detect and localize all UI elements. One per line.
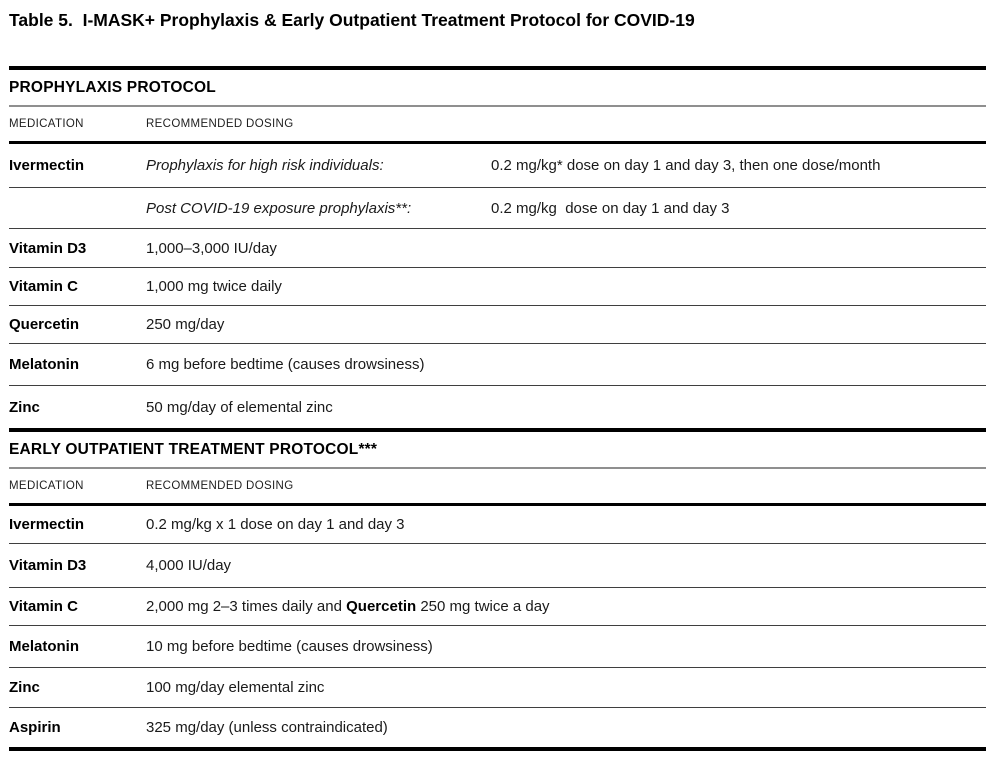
medication-name: Vitamin C	[9, 598, 78, 615]
dosing-value	[146, 598, 550, 615]
column-header-dosing: RECOMMENDED DOSING	[146, 480, 294, 492]
prophylaxis-rows	[9, 141, 986, 428]
table-row-vitamin-c	[9, 267, 986, 305]
column-header-row-prophylaxis	[9, 105, 986, 141]
treatment-rows	[9, 503, 986, 747]
dosing-value: 6 mg before bedtime (causes drowsiness)	[146, 356, 425, 373]
medication-name: Melatonin	[9, 356, 79, 373]
table-row-vitamin-c-treatment	[9, 587, 986, 625]
dosing-value: 1,000 mg twice daily	[146, 278, 282, 295]
medication-name: Vitamin D3	[9, 239, 87, 257]
section-header-prophylaxis-label: PROPHYLAXIS PROTOCOL	[9, 78, 216, 96]
dosing-value: 4,000 IU/day	[146, 557, 232, 574]
table-row-ivermectin-prophylaxis-1	[9, 141, 986, 187]
medication-name: Aspirin	[9, 719, 61, 736]
table-row-vitamin-d3-treatment	[9, 543, 986, 587]
column-header-medication: MEDICATION	[9, 480, 84, 492]
table-row-zinc	[9, 385, 986, 428]
table-row-quercetin	[9, 305, 986, 343]
column-header-dosing: RECOMMENDED DOSING	[146, 118, 294, 130]
medication-name: Quercetin	[9, 316, 80, 333]
table-row-vitamin-d3	[9, 228, 986, 267]
dosing-value: 325 mg/day (unless contraindicated)	[146, 719, 388, 736]
column-header-medication: MEDICATION	[9, 118, 84, 130]
medication-name: Vitamin C	[9, 278, 78, 295]
dosing-value: 0.2 mg/kg dose on day 1 and day 3	[491, 199, 730, 217]
dosing-value: 0.2 mg/kg* dose on day 1 and day 3, then one dose/month	[491, 157, 881, 174]
dosing-value: 50 mg/day of elemental zinc	[146, 398, 333, 416]
protocol-table	[9, 66, 986, 751]
dosing-value: 1,000–3,000 IU/day	[146, 239, 277, 257]
table-row-melatonin	[9, 343, 986, 385]
dosing-context-label: Prophylaxis for high risk individuals:	[146, 157, 384, 174]
dosing-value: 0.2 mg/kg x 1 dose on day 1 and day 3	[146, 516, 405, 533]
dosing-value-suffix: 250 mg twice a day	[416, 598, 550, 615]
dosing-value: 100 mg/day elemental zinc	[146, 679, 325, 696]
dosing-value: 10 mg before bedtime (causes drowsiness)	[146, 638, 433, 655]
dosing-value: 250 mg/day	[146, 316, 225, 333]
table-row-ivermectin-prophylaxis-2	[9, 187, 986, 228]
section-header-treatment-label: EARLY OUTPATIENT TREATMENT PROTOCOL***	[9, 440, 378, 458]
section-header-prophylaxis	[9, 66, 986, 105]
dosing-value-bold-word: Quercetin	[346, 598, 417, 615]
column-header-row-treatment	[9, 467, 986, 503]
medication-name: Ivermectin	[9, 516, 85, 533]
dosing-context-label: Post COVID-19 exposure prophylaxis**:	[146, 199, 412, 217]
medication-name: Melatonin	[9, 638, 79, 655]
section-header-treatment	[9, 428, 986, 467]
table-row-zinc-treatment	[9, 667, 986, 707]
table-row-aspirin	[9, 707, 986, 747]
medication-name: Zinc	[9, 398, 40, 416]
medication-name: Vitamin D3	[9, 557, 87, 574]
table-title: Table 5. I-MASK+ Prophylaxis & Early Outpatient Treatment Protocol for COVID-19	[9, 10, 695, 30]
medication-name: Zinc	[9, 679, 40, 696]
table-row-ivermectin-treatment	[9, 503, 986, 543]
medication-name: Ivermectin	[9, 157, 85, 174]
table-row-melatonin-treatment	[9, 625, 986, 667]
dosing-value-prefix: 2,000 mg 2–3 times daily and	[146, 598, 347, 615]
